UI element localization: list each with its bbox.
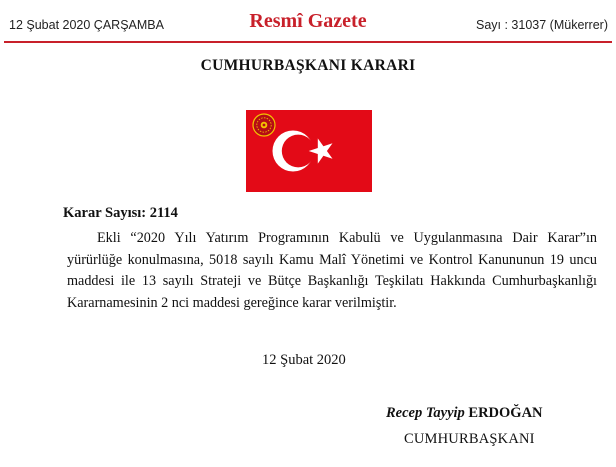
header-divider: [4, 41, 612, 43]
header-date: 12 Şubat 2020 ÇARŞAMBA: [9, 18, 164, 32]
document-title: CUMHURBAŞKANI KARARI: [200, 57, 416, 74]
gazette-header: [0, 0, 616, 44]
signer-name: [386, 405, 543, 422]
signer-last-name: ERDOĞAN: [468, 405, 543, 421]
decision-body: Ekli “2020 Yılı Yatırım Programının Kabulü ve Uygulanmasına Dair Karar”ın yürürlüğe konulmasına, 5018 sayılı Kamu Malî Yönetimi ve Kontrol Kanununun 19 uncu maddesi ile 13 sayılı Strateji ve Bütçe Başkanlığı Teşkilatı Hakkında Cumhurbaşkanlığı Kararnamesinin 2 nci maddesi gereğince karar verilmiştir.: [67, 230, 597, 311]
presidential-seal-icon: [253, 114, 275, 136]
signer-first-name: Recep Tayyip: [386, 405, 465, 421]
decision-number: Karar Sayısı: 2114: [63, 205, 178, 221]
signer-title: CUMHURBAŞKANI: [404, 431, 535, 447]
issue-number: Sayı : 31037 (Mükerrer): [476, 18, 608, 32]
decision-date: 12 Şubat 2020: [262, 352, 346, 368]
gazette-title: Resmî Gazete: [249, 10, 367, 32]
turkish-flag-icon: [246, 110, 372, 192]
